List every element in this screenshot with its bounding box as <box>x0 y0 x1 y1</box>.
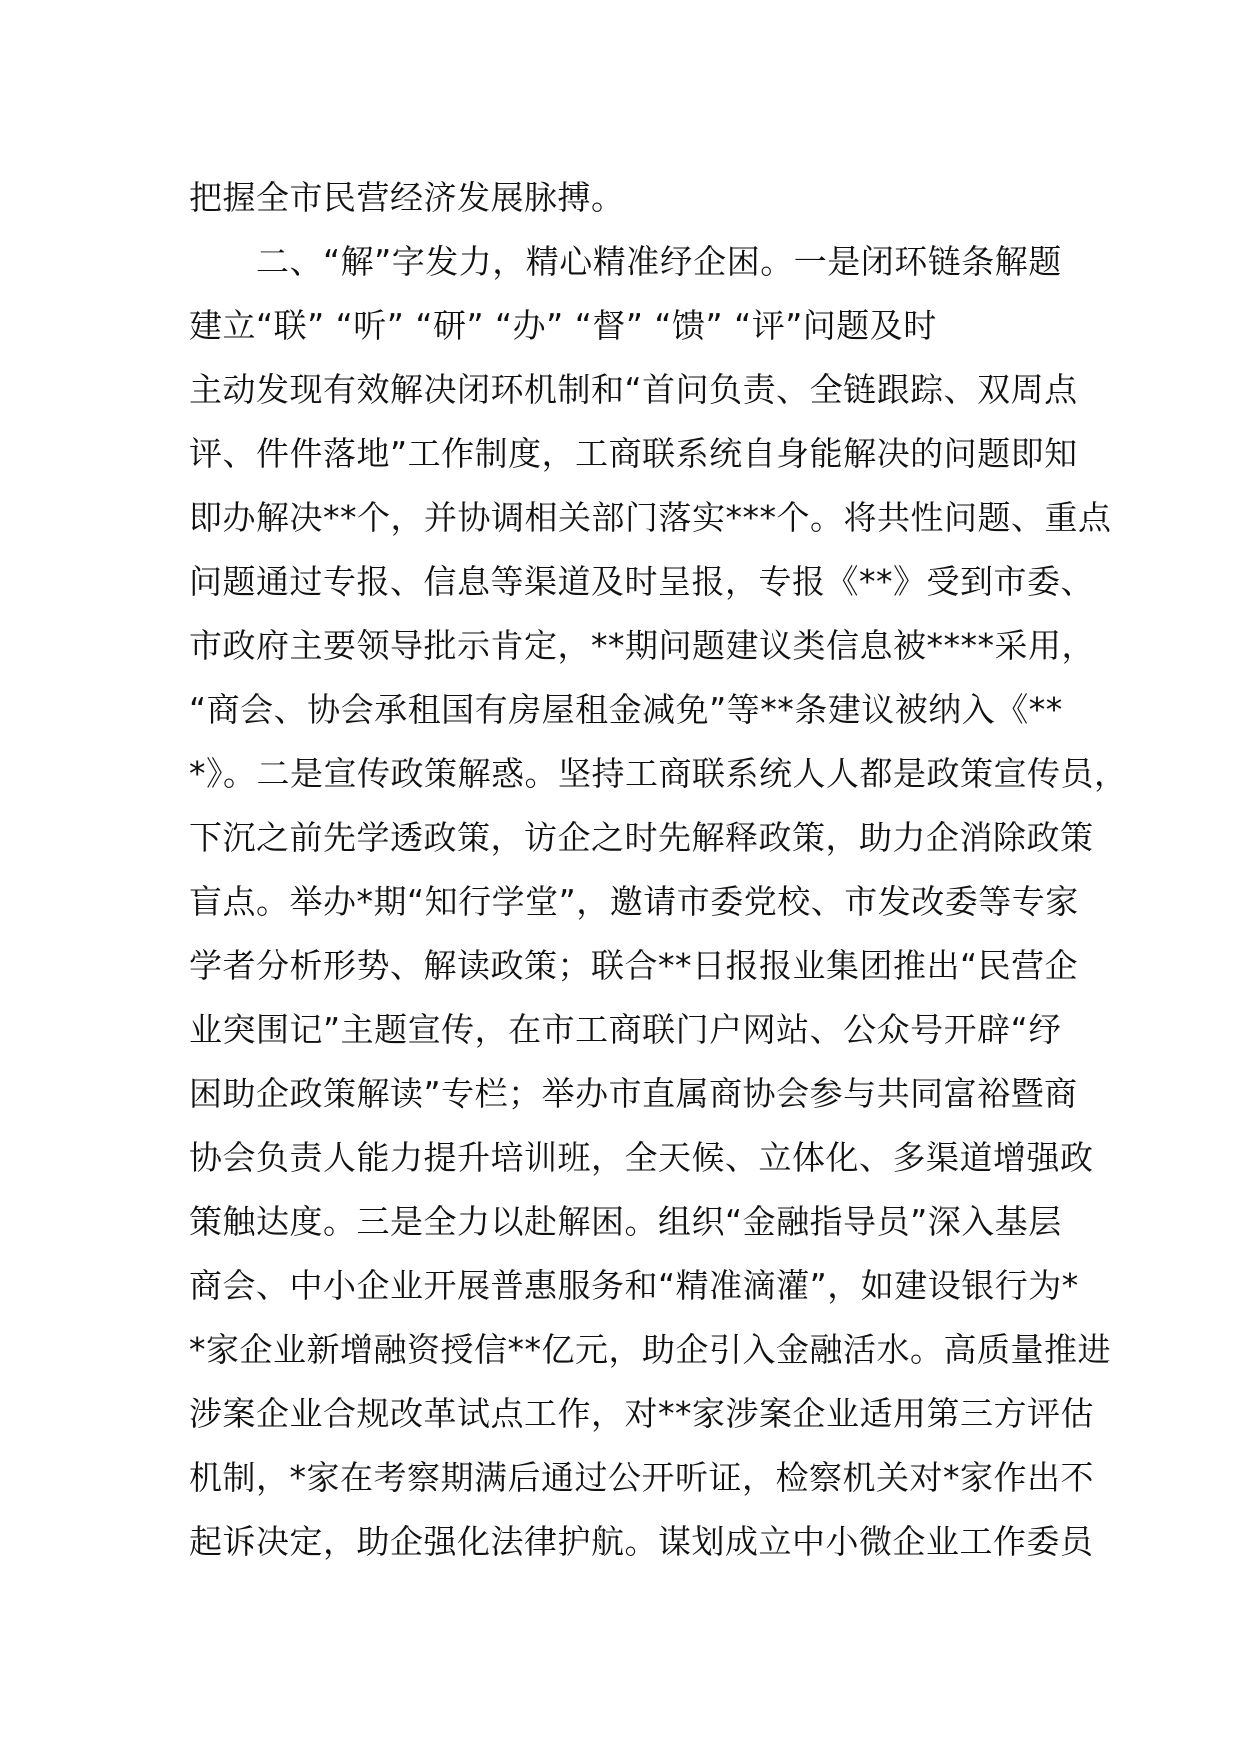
text-line-22: 起诉决定，助企强化法律护航。谋划成立中小微企业工作委员 <box>189 1522 1094 1561</box>
text-line-8: 市政府主要领导批示肯定，**期问题建议类信息被****采用， <box>189 626 1095 665</box>
body-text <box>189 166 1128 1574</box>
text-line-9: “商会、协会承租国有房屋租金减免”等**条建议被纳入《** <box>189 690 1063 729</box>
text-line-14: 业突围记”主题宣传，在市工商联门户网站、公众号开辟“纾 <box>189 1010 1062 1049</box>
text-line-12: 盲点。举办*期“知行学堂”，邀请市委党校、市发改委等专家 <box>189 882 1079 921</box>
text-line-7: 问题通过专报、信息等渠道及时呈报，专报《**》受到市委、 <box>189 562 1094 601</box>
text-line-5: 评、件件落地”工作制度，工商联系统自身能解决的问题即知 <box>189 434 1078 473</box>
text-line-6: 即办解决**个，并协调相关部门落实***个。将共性问题、重点 <box>189 498 1112 537</box>
text-line-16: 协会负责人能力提升培训班，全天候、立体化、多渠道增强政 <box>189 1138 1094 1177</box>
text-line-11: 下沉之前先学透政策，访企之时先解释政策，助力企消除政策 <box>189 818 1094 857</box>
text-line-17: 策触达度。三是全力以赴解困。组织“金融指导员”深入基层 <box>189 1202 1062 1241</box>
text-line-3: 建立“联” “听” “研” “办” “督” “馈” “评”问题及时 <box>189 306 937 345</box>
text-line-15: 困助企政策解读”专栏；举办市直属商协会参与共同富裕暨商 <box>189 1074 1078 1113</box>
text-line-4: 主动发现有效解决闭环机制和“首问负责、全链跟踪、双周点 <box>189 370 1078 409</box>
text-line-2: 二、“解”字发力，精心精准纾企困。一是闭环链条解题 <box>189 242 1062 281</box>
text-line-19: *家企业新增融资授信**亿元，助企引入金融活水。高质量推进 <box>189 1330 1111 1369</box>
text-line-18: 商会、中小企业开展普惠服务和“精准滴灌”，如建设银行为* <box>189 1266 1079 1305</box>
text-line-1: 把握全市民营经济发展脉搏。 <box>189 178 625 217</box>
text-line-21: 机制，*家在考察期满后通过公开听证，检察机关对*家作出不 <box>189 1458 1094 1497</box>
text-line-20: 涉案企业合规改革试点工作，对**家涉案企业适用第三方评估 <box>189 1394 1094 1433</box>
text-line-10: *》。二是宣传政策解惑。坚持工商联系统人人都是政策宣传员， <box>189 754 1128 793</box>
text-line-13: 学者分析形势、解读政策；联合**日报报业集团推出“民营企 <box>189 946 1079 985</box>
